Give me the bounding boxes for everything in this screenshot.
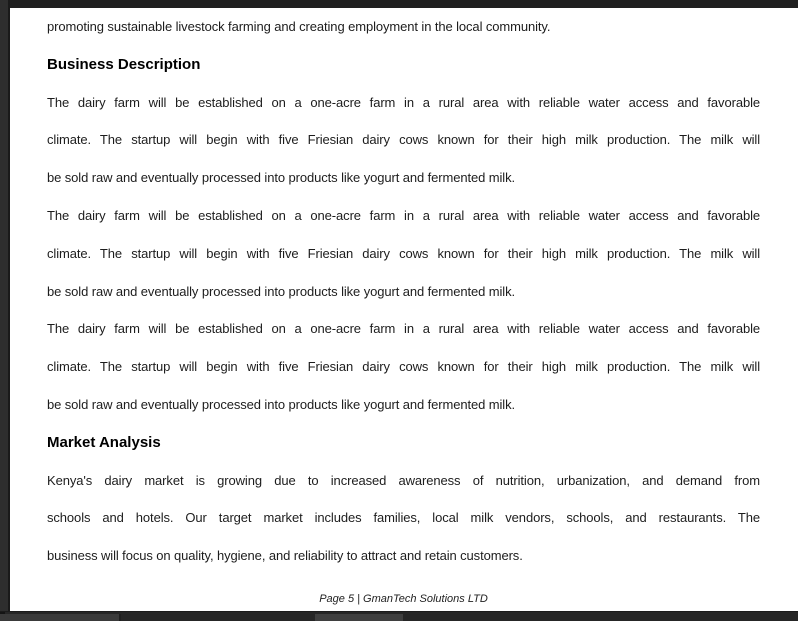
window-top-edge bbox=[0, 0, 798, 8]
paragraph-line: be sold raw and eventually processed into products like yogurt and fermented milk. bbox=[47, 283, 516, 299]
paragraph-line: be sold raw and eventually processed into products like yogurt and fermented milk. bbox=[47, 170, 516, 186]
paragraph-line: The dairy farm will be established on a one-acre farm in a rural area with reliable water access and favorable bbox=[47, 321, 760, 337]
paragraph-line: The dairy farm will be established on a one-acre farm in a rural area with reliable water access and favorable bbox=[47, 94, 760, 110]
paragraph-line: be sold raw and eventually processed into products like yogurt and fermented milk. bbox=[47, 396, 516, 412]
paragraph-line: promoting sustainable livestock farming and creating employment in the local community. bbox=[47, 19, 551, 34]
taskbar[interactable] bbox=[0, 611, 798, 621]
heading-market-analysis: Market Analysis bbox=[47, 433, 161, 451]
page-footer: Page 5 | GmanTech Solutions LTD bbox=[319, 593, 488, 605]
paragraph-line: climate. The startup will begin with five Friesian dairy cows known for their high milk production. The milk will bbox=[47, 245, 760, 261]
taskbar-button[interactable] bbox=[315, 614, 403, 621]
paragraph-line: Kenya's dairy market is growing due to increased awareness of nutrition, urbanization, and demand from bbox=[47, 472, 760, 488]
document-page bbox=[10, 8, 798, 612]
paragraph-line: The dairy farm will be established on a one-acre farm in a rural area with reliable water access and favorable bbox=[47, 207, 760, 223]
paragraph-line: business will focus on quality, hygiene, and reliability to attract and retain customers. bbox=[47, 548, 523, 564]
paragraph-line: climate. The startup will begin with five Friesian dairy cows known for their high milk production. The milk will bbox=[47, 132, 760, 148]
paragraph-line: schools and hotels. Our target market includes families, local milk vendors, schools, and restaurants. The bbox=[47, 510, 760, 526]
document-content bbox=[47, 8, 760, 605]
window-left-edge bbox=[0, 0, 10, 612]
taskbar-button[interactable] bbox=[0, 614, 121, 621]
heading-business-description: Business Description bbox=[47, 55, 201, 73]
paragraph-line: climate. The startup will begin with five Friesian dairy cows known for their high milk production. The milk will bbox=[47, 359, 760, 375]
